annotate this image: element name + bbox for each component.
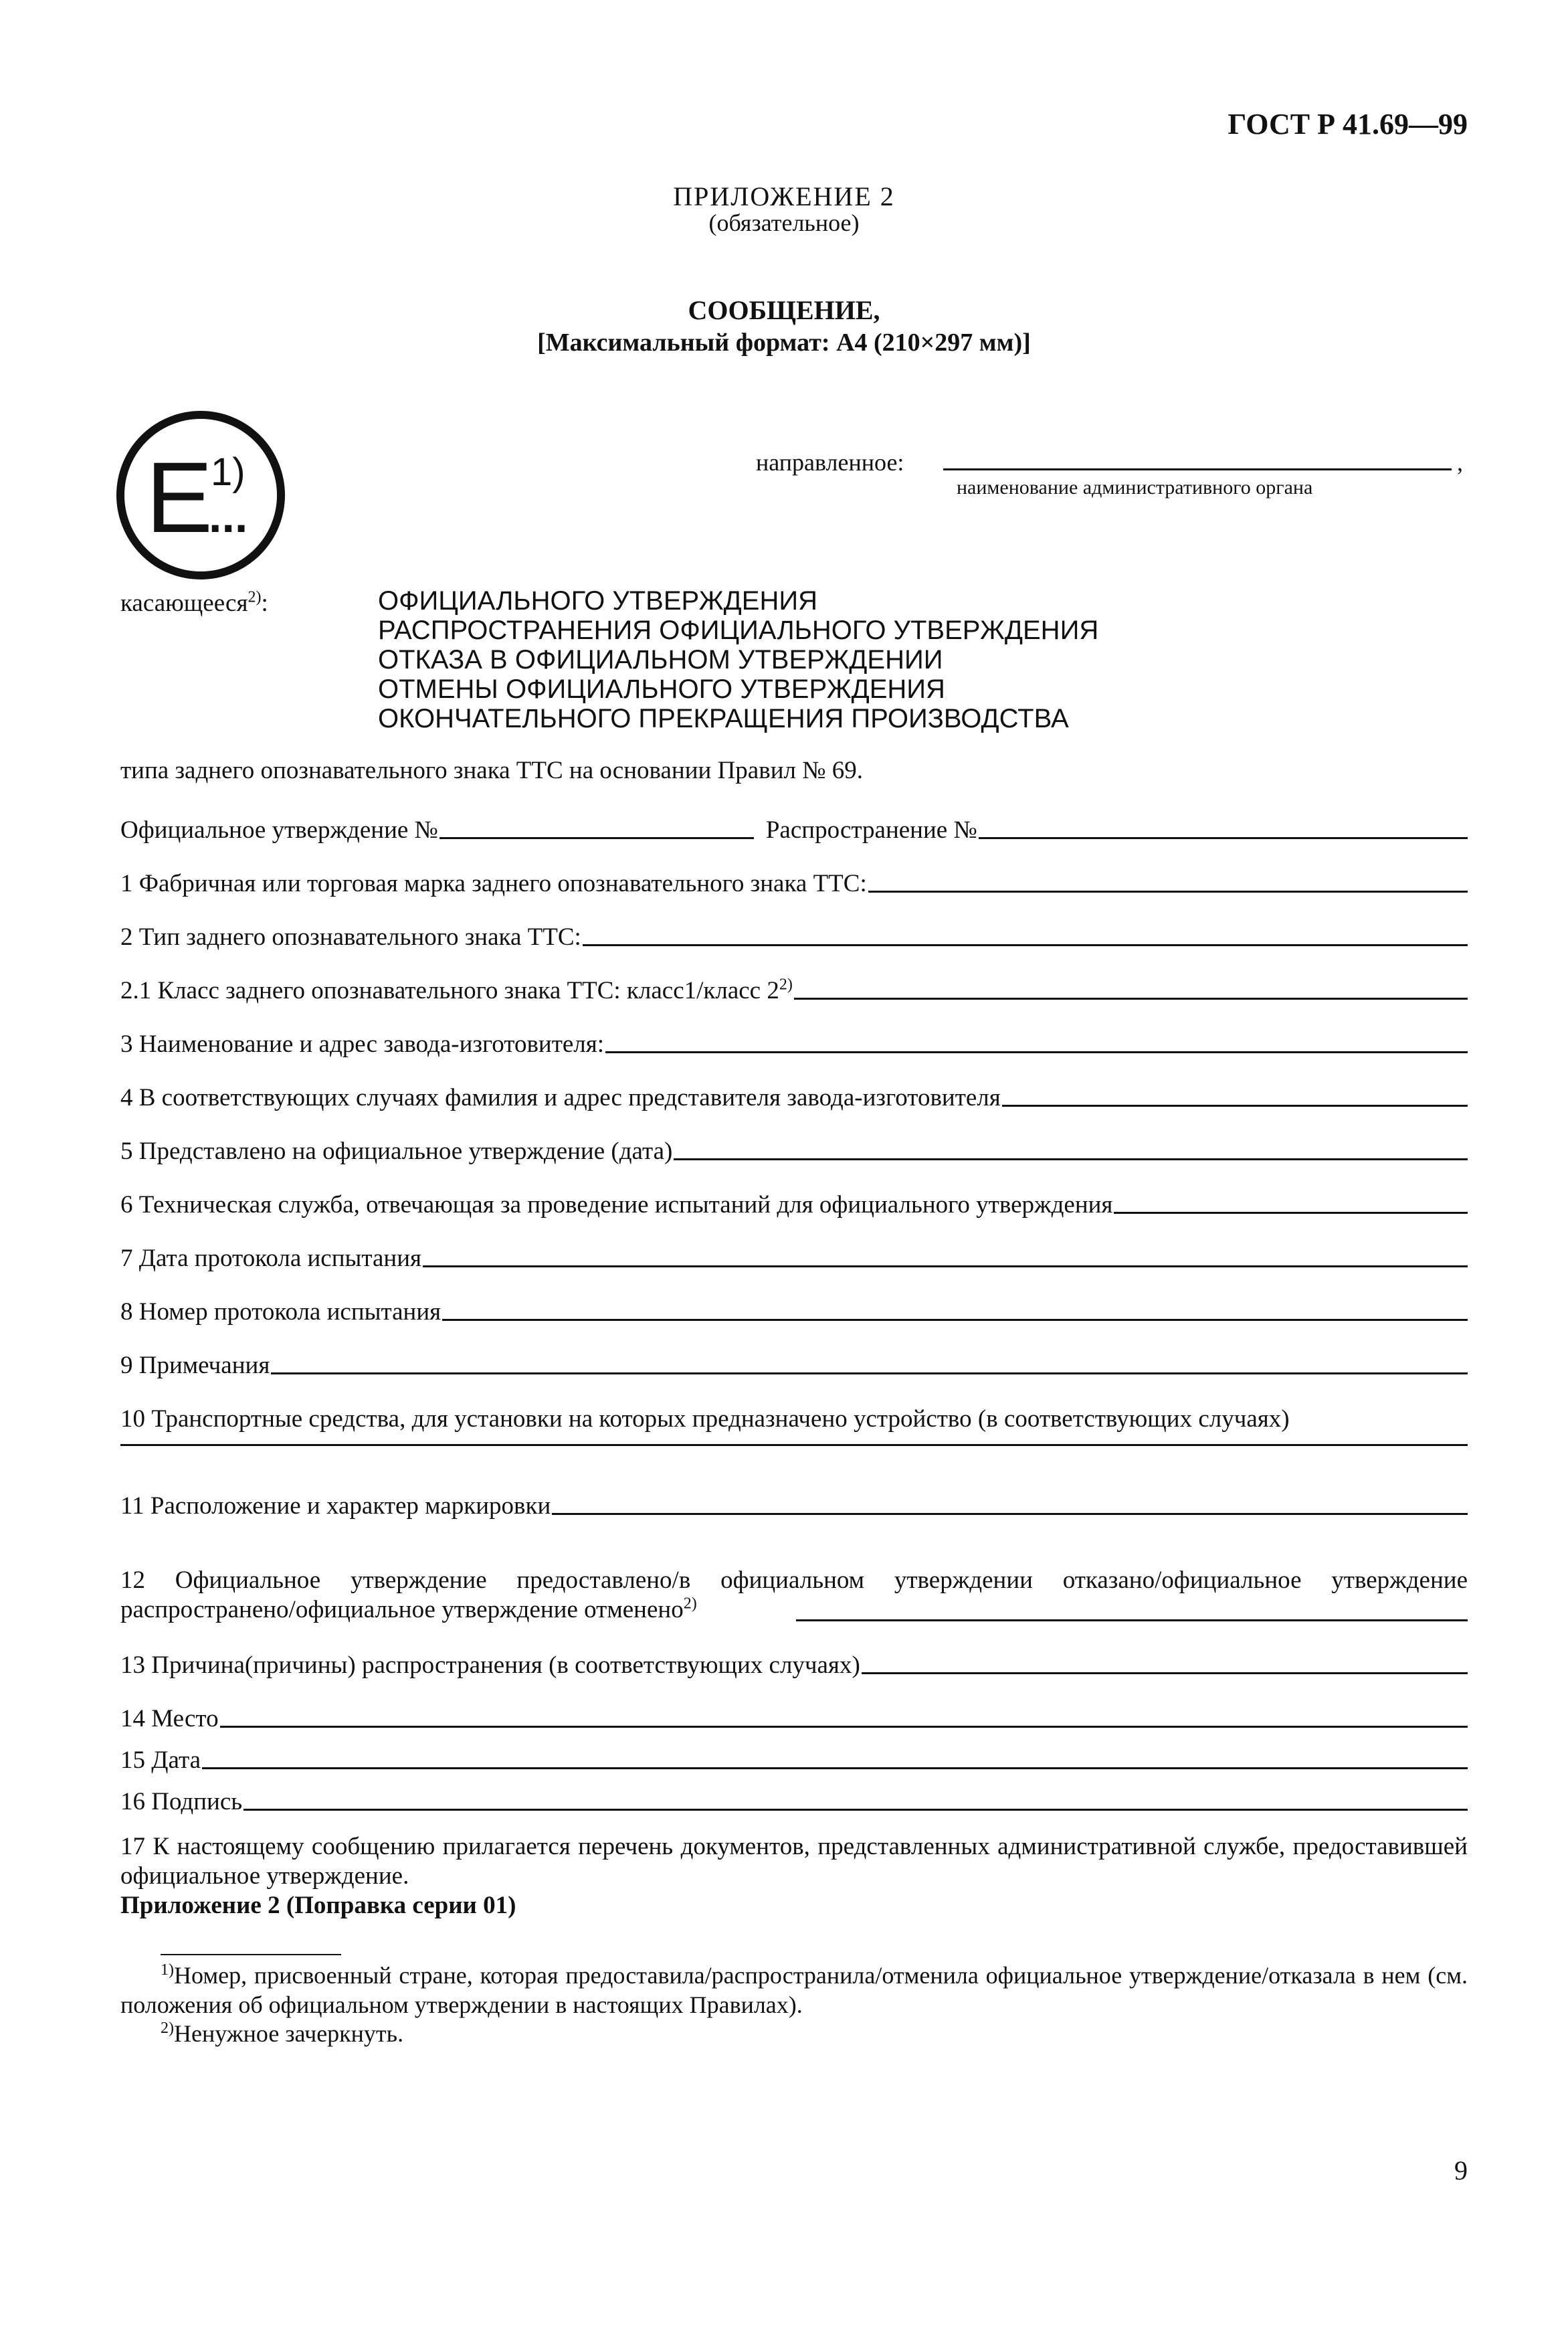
field-label: 4 В соответствующих случаях фамилия и адрес представителя завода-изготовителя — [120, 1084, 1001, 1111]
concerning-option: ОТМЕНЫ ОФИЦИАЛЬНОГО УТВЕРЖДЕНИЯ — [378, 675, 945, 704]
form-field-15 — [120, 1741, 1468, 1775]
field-12-input-line[interactable] — [796, 1619, 1468, 1621]
field-input-line[interactable] — [552, 1513, 1468, 1515]
form-field-17: 17 К настоящему сообщению прилагается перечень документов, представленных административной службе, предоставившей официальное утверждение. — [120, 1833, 1468, 1890]
field-input-line[interactable] — [605, 1051, 1468, 1053]
field-label: 9 Примечания — [120, 1352, 270, 1379]
concerning-colon: : — [261, 590, 268, 617]
document-subtitle: [Максимальный формат: А4 (210×297 мм)] — [537, 329, 1031, 357]
form-field-8 — [120, 1293, 1468, 1326]
form-field-14 — [120, 1700, 1468, 1733]
field-label-text: 2.1 Класс заднего опознавательного знака ТТС: класс1/класс 2 — [120, 977, 779, 1004]
field-label: 14 Место — [120, 1705, 219, 1732]
approval-number-field[interactable] — [439, 837, 754, 839]
concerning-option: ОТКАЗА В ОФИЦИАЛЬНОМ УТВЕРЖДЕНИИ — [378, 645, 943, 675]
field-label: 10 Транспортные средства, для установки на которых предназначено устройство (в соответствующих случаях) — [120, 1405, 1290, 1433]
standard-number: ГОСТ Р 41.69—99 — [1228, 108, 1468, 141]
field-label: 5 Представлено на официальное утверждение (дата) — [120, 1138, 673, 1165]
field-label: 13 Причина(причины) распространения (в соответствующих случаях) — [120, 1651, 860, 1679]
document-title: СООБЩЕНИЕ, — [688, 295, 880, 325]
form-field-12 — [120, 1566, 1468, 1625]
concerning-label-text: касающееся — [120, 590, 248, 617]
field-label: 6 Техническая служба, отвечающая за проведение испытаний для официального утверждения — [120, 1191, 1113, 1219]
concerning-option: ОКОНЧАТЕЛЬНОГО ПРЕКРАЩЕНИЯ ПРОИЗВОДСТВА — [378, 704, 1069, 733]
field-input-line[interactable] — [220, 1726, 1468, 1728]
field-label: 15 Дата — [120, 1746, 201, 1774]
footnote-text: Номер, присвоенный стране, которая предоставила/распространила/отменила официальное утверждение/отказала в нем (см. положения об официальном утверждении в настоящих Правилах). — [120, 1962, 1468, 2018]
approval-number-row — [120, 811, 1468, 844]
field-10-input-line[interactable] — [120, 1444, 1468, 1446]
extension-number-label: Распространение № — [765, 816, 977, 844]
concerning-option: РАСПРОСТРАНЕНИЯ ОФИЦИАЛЬНОГО УТВЕРЖДЕНИЯ — [378, 616, 1099, 645]
page-number: 9 — [1454, 2155, 1468, 2185]
form-field-6 — [120, 1186, 1468, 1219]
concerning-label — [120, 589, 268, 618]
field-label: 7 Дата протокола испытания — [120, 1245, 422, 1272]
field-label: 2 Тип заднего опознавательного знака ТТС: — [120, 923, 581, 951]
footnote-mark: 2) — [161, 2019, 174, 2037]
field-input-line[interactable] — [202, 1767, 1468, 1769]
annex-heading: ПРИЛОЖЕНИЕ 2 — [673, 181, 895, 211]
form-field-10 — [120, 1400, 1468, 1433]
form-field-4 — [120, 1079, 1468, 1112]
footnote-mark: 1) — [161, 1961, 174, 1979]
e-mark-letter: E — [146, 441, 213, 553]
footnote-ref: 2) — [683, 1595, 697, 1613]
field-input-line[interactable] — [583, 944, 1468, 946]
field-input-line[interactable] — [674, 1158, 1468, 1160]
addressee-label: направленное: — [756, 449, 904, 476]
field-input-line[interactable] — [423, 1265, 1468, 1267]
form-field-11 — [120, 1487, 1468, 1520]
field-label: 3 Наименование и адрес завода-изготовителя: — [120, 1030, 605, 1058]
annex-type: (обязательное) — [708, 209, 860, 236]
form-field-13 — [120, 1646, 1468, 1680]
type-statement: типа заднего опознавательного знака ТТС на основании Правил № 69. — [120, 757, 864, 784]
footnote-ref: 2) — [779, 976, 793, 994]
field-input-line[interactable] — [794, 998, 1468, 1000]
field-label: 11 Расположение и характер маркировки — [120, 1492, 551, 1520]
form-field-7 — [120, 1239, 1468, 1273]
field-input-line[interactable] — [868, 891, 1468, 893]
footnote-1 — [120, 1961, 1468, 2019]
form-field-5 — [120, 1132, 1468, 1166]
addressee-comma: , — [1457, 449, 1463, 476]
form-field-1 — [120, 865, 1468, 898]
field-input-line[interactable] — [442, 1319, 1468, 1321]
footnote-divider — [161, 1954, 341, 1955]
extension-number-field[interactable] — [979, 837, 1468, 839]
form-field-2 — [120, 918, 1468, 952]
footnote-2 — [161, 2019, 403, 2048]
e-mark-sup: 1) — [211, 450, 246, 494]
field-label — [120, 976, 793, 1005]
field-label: 8 Номер протокола испытания — [120, 1298, 442, 1326]
field-input-line[interactable] — [1002, 1105, 1468, 1107]
addressee-hint: наименование административного органа — [957, 476, 1313, 499]
annex-amendment-reference: Приложение 2 (Поправка серии 01) — [120, 1892, 516, 1919]
form-field-16 — [120, 1783, 1468, 1816]
field-input-line[interactable] — [862, 1672, 1468, 1674]
footnote-ref: 2) — [248, 588, 262, 606]
addressee-input-line[interactable] — [943, 468, 1452, 470]
form-field-2-1 — [120, 972, 1468, 1005]
field-input-line[interactable] — [243, 1809, 1468, 1811]
field-label: 1 Фабричная или торговая марка заднего опознавательного знака ТТС: — [120, 870, 867, 897]
approval-number-label: Официальное утверждение № — [120, 816, 438, 844]
concerning-option: ОФИЦИАЛЬНОГО УТВЕРЖДЕНИЯ — [378, 586, 817, 616]
e-mark-dots: ... — [209, 490, 248, 542]
field-label: 12 Официальное утверждение предоставлено/в официальном утверждении отказано/официальное утверждение распространено/официальное утверждение отменено — [120, 1566, 1468, 1623]
concerning-options — [378, 586, 1098, 733]
field-input-line[interactable] — [1114, 1212, 1468, 1214]
form-field-3 — [120, 1025, 1468, 1059]
form-field-9 — [120, 1346, 1468, 1380]
field-label: 16 Подпись — [120, 1788, 243, 1815]
field-input-line[interactable] — [271, 1372, 1468, 1374]
e-mark-icon — [114, 408, 288, 582]
footnote-text: Ненужное зачеркнуть. — [174, 2020, 404, 2047]
